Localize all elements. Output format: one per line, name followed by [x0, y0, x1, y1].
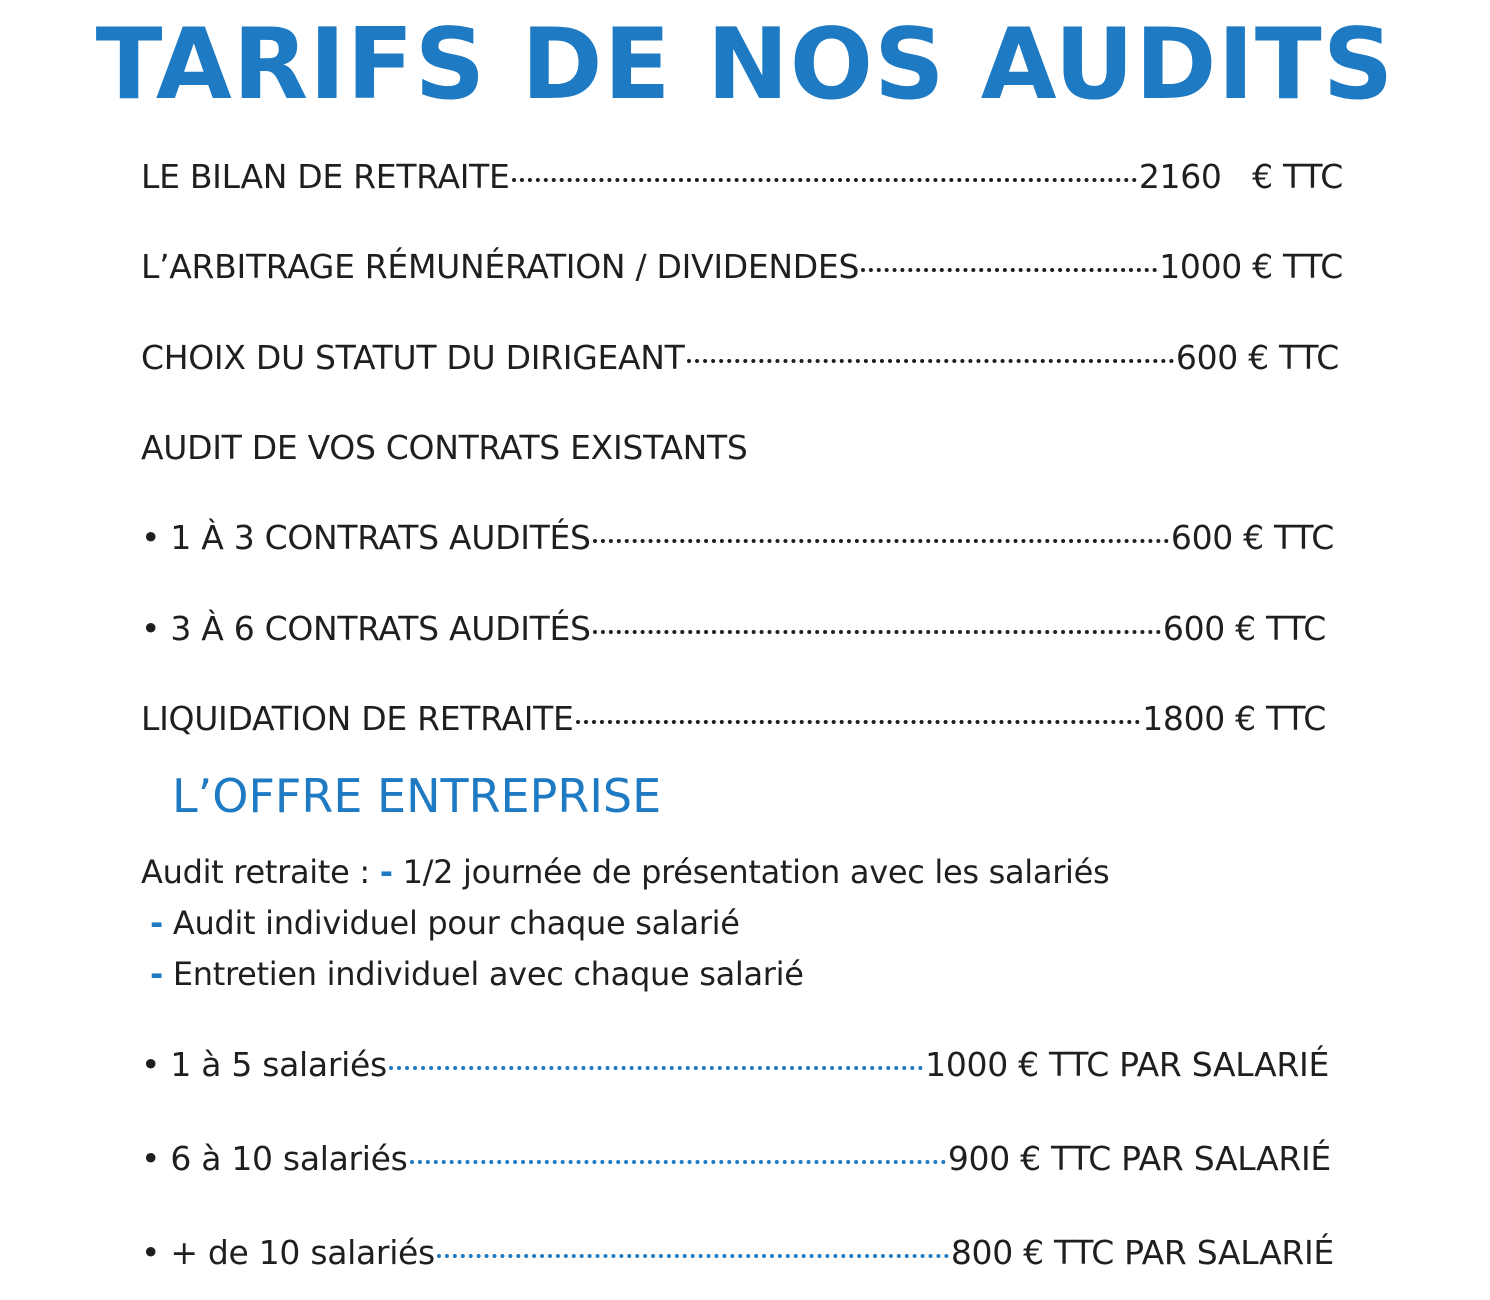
- entreprise-price: 1000 € TTC PAR SALARIÉ: [925, 1045, 1329, 1084]
- dot-leader: [687, 359, 1174, 363]
- entreprise-price-label: • 6 à 10 salariés: [141, 1139, 408, 1178]
- dot-leader: [861, 268, 1157, 272]
- dot-leader: [437, 1254, 949, 1258]
- tarif-row-arbitrage: [141, 247, 1343, 287]
- entreprise-intro-line: [141, 852, 1109, 892]
- page-title: TARIFS DE NOS AUDITS: [95, 8, 1395, 122]
- dash-bullet: -: [379, 853, 393, 891]
- entreprise-price-label: • + de 10 salariés: [141, 1233, 435, 1272]
- entreprise-item-line: [150, 954, 804, 994]
- tarif-label: LIQUIDATION DE RETRAITE: [141, 699, 574, 738]
- entreprise-price-row-6-10: [141, 1139, 1331, 1179]
- entreprise-price: 900 € TTC PAR SALARIÉ: [947, 1139, 1331, 1178]
- tarif-row-statut: [141, 338, 1339, 378]
- tarif-row-contrats-1-3: [141, 518, 1334, 558]
- entreprise-item: Audit individuel pour chaque salarié: [172, 904, 740, 942]
- dash-bullet: -: [150, 955, 163, 993]
- entreprise-item-line: [150, 903, 740, 943]
- dot-leader: [512, 178, 1137, 182]
- section-title-entreprise: L’OFFRE ENTREPRISE: [172, 769, 662, 823]
- tarif-label: LE BILAN DE RETRAITE: [141, 157, 510, 196]
- entreprise-price: 800 € TTC PAR SALARIÉ: [950, 1233, 1334, 1272]
- tarif-price: 600 € TTC: [1162, 609, 1326, 648]
- intro-label: Audit retraite :: [141, 853, 380, 891]
- tarif-label: CHOIX DU STATUT DU DIRIGEANT: [141, 338, 685, 377]
- tarif-label: L’ARBITRAGE RÉMUNÉRATION / DIVIDENDES: [141, 247, 860, 286]
- entreprise-price-label: • 1 à 5 salariés: [141, 1045, 387, 1084]
- tarif-label: • 1 À 3 CONTRATS AUDITÉS: [141, 518, 591, 557]
- entreprise-price-row-10-plus: [141, 1233, 1334, 1273]
- tarif-row-liquidation: [141, 699, 1326, 739]
- tarif-heading-contrats: AUDIT DE VOS CONTRATS EXISTANTS: [141, 428, 748, 467]
- entreprise-price-row-1-5: [141, 1045, 1329, 1085]
- dot-leader: [593, 630, 1161, 634]
- dot-leader: [576, 720, 1141, 724]
- tarif-label: • 3 À 6 CONTRATS AUDITÉS: [141, 609, 591, 648]
- tarif-price: 600 € TTC: [1170, 518, 1334, 557]
- dot-leader: [593, 539, 1169, 543]
- dash-bullet: -: [150, 904, 163, 942]
- tarif-price: 1000 € TTC: [1159, 247, 1343, 286]
- entreprise-item: 1/2 journée de présentation avec les salariés: [402, 853, 1110, 891]
- tarif-price: 1800 € TTC: [1142, 699, 1326, 738]
- tarif-price: 600 € TTC: [1175, 338, 1339, 377]
- entreprise-item: Entretien individuel avec chaque salarié: [172, 955, 804, 993]
- dot-leader: [410, 1160, 946, 1164]
- tarif-price: 2160 € TTC: [1138, 157, 1343, 196]
- tarif-row-contrats-3-6: [141, 609, 1326, 649]
- dot-leader: [389, 1066, 923, 1070]
- tarif-row-bilan: [141, 157, 1343, 197]
